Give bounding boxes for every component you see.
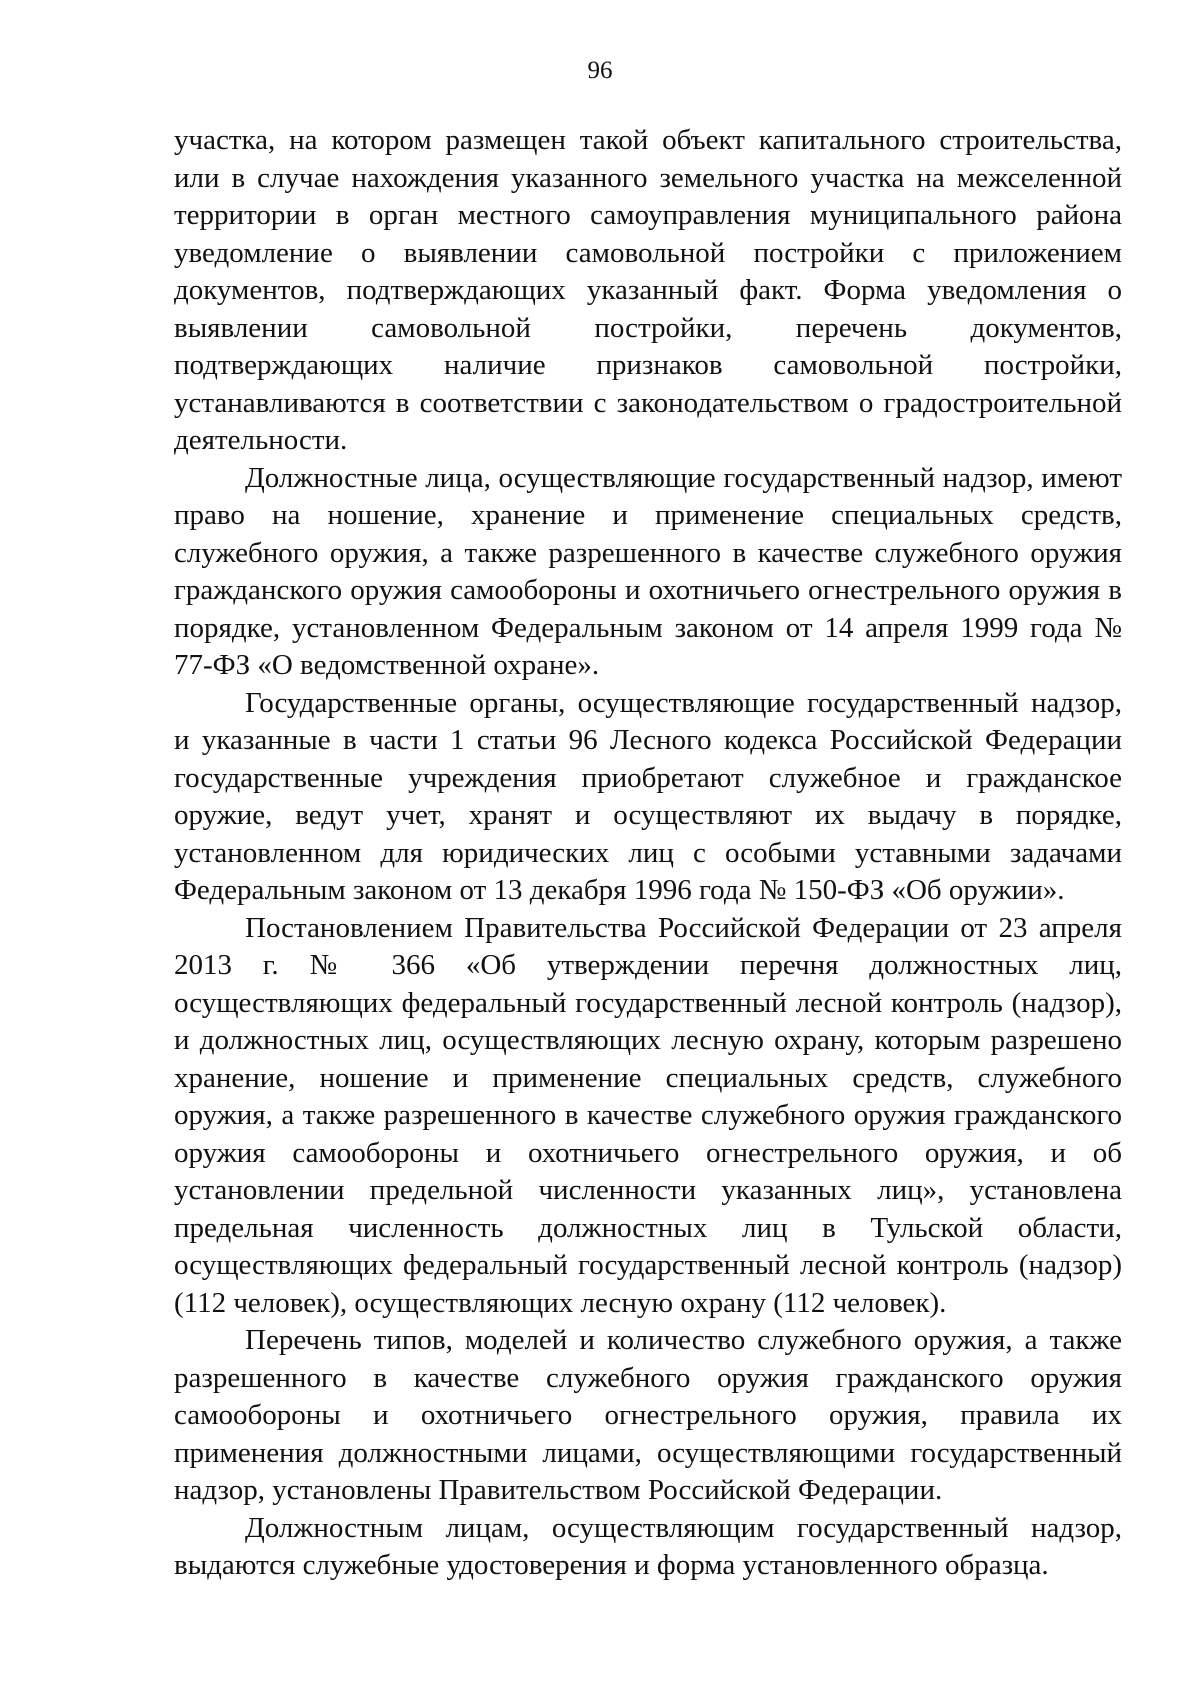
paragraph-officials-weapons-right: Должностные лица, осуществляющие государственный надзор, имеют право на ношение, хранение и применение специальных средств, служебного оружия, а также разрешенного в качестве служебного оружия гражданского оружия самообороны и охотничьего огнестрельного оружия в порядке, установленном Федеральным законом от 14 апреля 1999 года № 77-ФЗ «О ведомственной охране». xyxy=(174,461,1122,681)
paragraph-weapons-list: Перечень типов, моделей и количество служебного оружия, а также разрешенного в качестве служебного оружия гражданского оружия самообороны и охотничьего огнестрельного оружия, правила их применения должностными лицами, осуществляющими государственный надзор, установлены Правительством Российской Федерации. xyxy=(174,1324,1122,1506)
document-body xyxy=(174,122,1122,1585)
paragraph-service-ids: Должностным лицам, осуществляющим государственный надзор, выдаются служебные удостоверения и форма установленного образца. xyxy=(174,1511,1122,1581)
page-number: 96 xyxy=(587,57,613,84)
paragraph-government-resolution: Постановлением Правительства Российской Федерации от 23 апреля 2013 г. № 366 «Об утверждении перечня должностных лиц, осуществляющих федеральный государственный лесной контроль (надзор), и должностных лиц, осуществляющих лесную охрану, которым разрешено хранение, ношение и применение специальных средств, служебного оружия, а также разрешенного в качестве служебного оружия гражданского оружия самообороны и охотничьего огнестрельного оружия, и об установлении предельной численности указанных лиц», установлена предельная численность должностных лиц в Тульской области, осуществляющих федеральный государственный лесной контроль (надзор) (112 человек), осуществляющих лесную охрану (112 человек). xyxy=(174,911,1122,1319)
paragraph-weapons-acquisition: Государственные органы, осуществляющие государственный надзор, и указанные в части 1 статьи 96 Лесного кодекса Российской Федерации государственные учреждения приобретают служебное и гражданское оружие, ведут учет, хранят и осуществляют их выдачу в порядке, установленном для юридических лиц с особыми уставными задачами Федеральным законом от 13 декабря 1996 года № 150-ФЗ «Об оружии». xyxy=(174,686,1122,906)
paragraph-continuation: участка, на котором размещен такой объект капитального строительства, или в случае нахождения указанного земельного участка на межселенной территории в орган местного самоуправления муниципального района уведомление о выявлении самовольной постройки с приложением документов, подтверждающих указанный факт. Форма уведомления о выявлении самовольной постройки, перечень документов, подтверждающих наличие признаков самовольной постройки, устанавливаются в соответствии с законодательством о градостроительной деятельности. xyxy=(174,124,1122,456)
